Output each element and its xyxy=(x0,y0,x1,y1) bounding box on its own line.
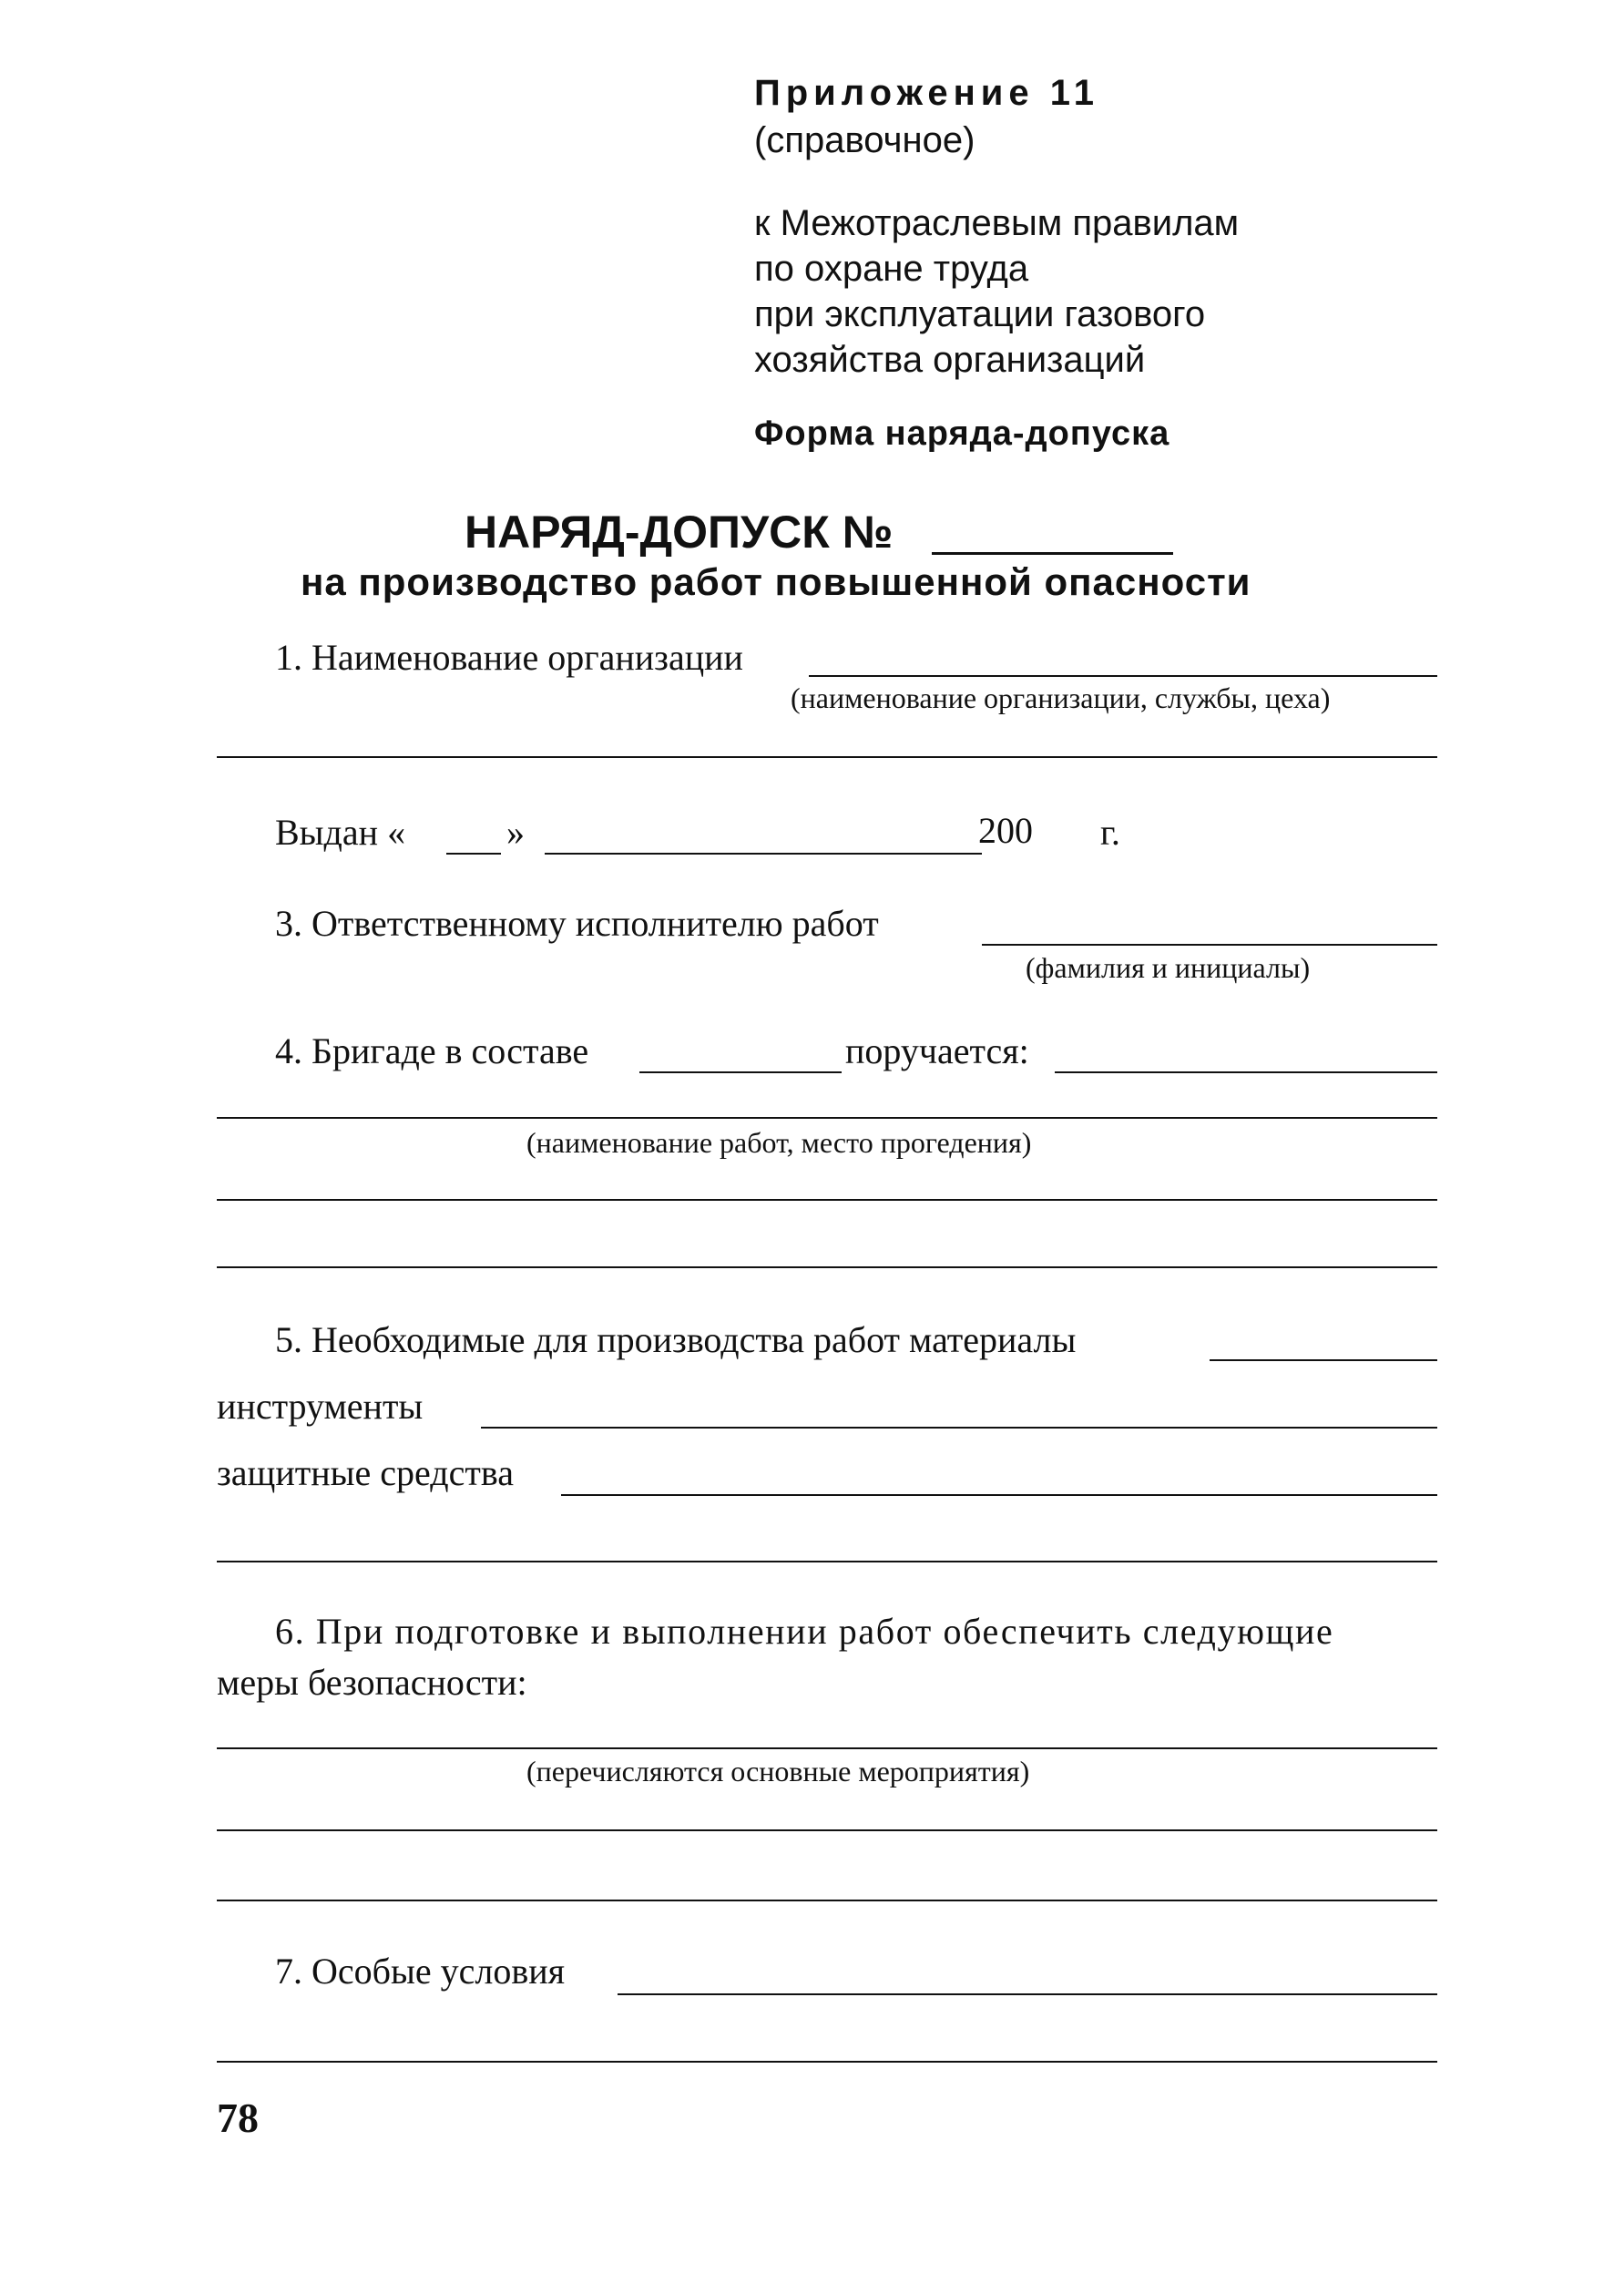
safety-line-1: 6. При подготовке и выполнении работ обеспечить следующие xyxy=(275,1611,1334,1652)
document-title: НАРЯД-ДОПУСК № xyxy=(465,507,894,558)
brigade-caption: (наименование работ, место прогедения) xyxy=(526,1126,1032,1159)
materials-label: 5. Необходимые для производства работ материалы xyxy=(275,1319,1077,1360)
org-caption: (наименование организации, службы, цеха) xyxy=(791,681,1331,714)
protective-label: защитные средства xyxy=(217,1452,514,1493)
rules-line: хозяйства организаций xyxy=(754,340,1146,380)
org-label: 1. Наименование организации xyxy=(275,637,743,678)
issued-year: 200 xyxy=(978,810,1033,851)
rules-line: по охране труда xyxy=(754,249,1029,289)
protective-input-line[interactable] xyxy=(561,1494,1437,1496)
special-continuation-line[interactable] xyxy=(217,2061,1437,2063)
brigade-size-field[interactable] xyxy=(639,1071,842,1073)
org-continuation-line[interactable] xyxy=(217,756,1437,758)
executor-label: 3. Ответственному исполнителю работ xyxy=(275,903,879,944)
brigade-task-field[interactable] xyxy=(1055,1071,1437,1073)
permit-number-field[interactable] xyxy=(932,552,1173,555)
tools-input-line[interactable] xyxy=(481,1427,1437,1429)
executor-caption: (фамилия и инициалы) xyxy=(1026,951,1311,984)
issued-day-field[interactable] xyxy=(446,853,501,855)
appendix-heading: Приложение 11 xyxy=(754,73,1100,113)
issued-month-field[interactable] xyxy=(545,853,982,855)
safety-input-line[interactable] xyxy=(217,1747,1437,1749)
protective-continuation-line[interactable] xyxy=(217,1561,1437,1562)
rules-reference xyxy=(754,200,1239,383)
special-label: 7. Особые условия xyxy=(275,1951,566,1992)
issued-label: Выдан « xyxy=(275,812,406,853)
page-number: 78 xyxy=(217,2095,259,2141)
appendix-reference: (справочное) xyxy=(754,120,975,160)
safety-line-2: меры безопасности: xyxy=(217,1662,527,1703)
tools-label: инструменты xyxy=(217,1386,424,1427)
special-input-line[interactable] xyxy=(618,1993,1437,1995)
executor-input-line[interactable] xyxy=(982,944,1437,946)
rules-line: к Межотраслевым правилам xyxy=(754,203,1240,243)
brigade-label: 4. Бригаде в составе xyxy=(275,1030,589,1071)
org-input-line[interactable] xyxy=(809,675,1437,677)
safety-input-line[interactable] xyxy=(217,1829,1437,1831)
form-label: Форма наряда-допуска xyxy=(754,415,1170,453)
brigade-task-line[interactable] xyxy=(217,1266,1437,1268)
issued-close-quote: » xyxy=(506,812,525,853)
brigade-assigned-label: поручается: xyxy=(845,1030,1029,1071)
brigade-task-line[interactable] xyxy=(217,1117,1437,1119)
materials-input-line[interactable] xyxy=(1210,1359,1437,1361)
brigade-task-line[interactable] xyxy=(217,1199,1437,1201)
issued-year-suffix: г. xyxy=(1100,812,1120,853)
safety-input-line[interactable] xyxy=(217,1900,1437,1901)
document-subtitle: на производство работ повышенной опасности xyxy=(301,560,1251,603)
safety-caption: (перечисляются основные мероприятия) xyxy=(526,1755,1030,1787)
rules-line: при эксплуатации газового xyxy=(754,294,1206,334)
